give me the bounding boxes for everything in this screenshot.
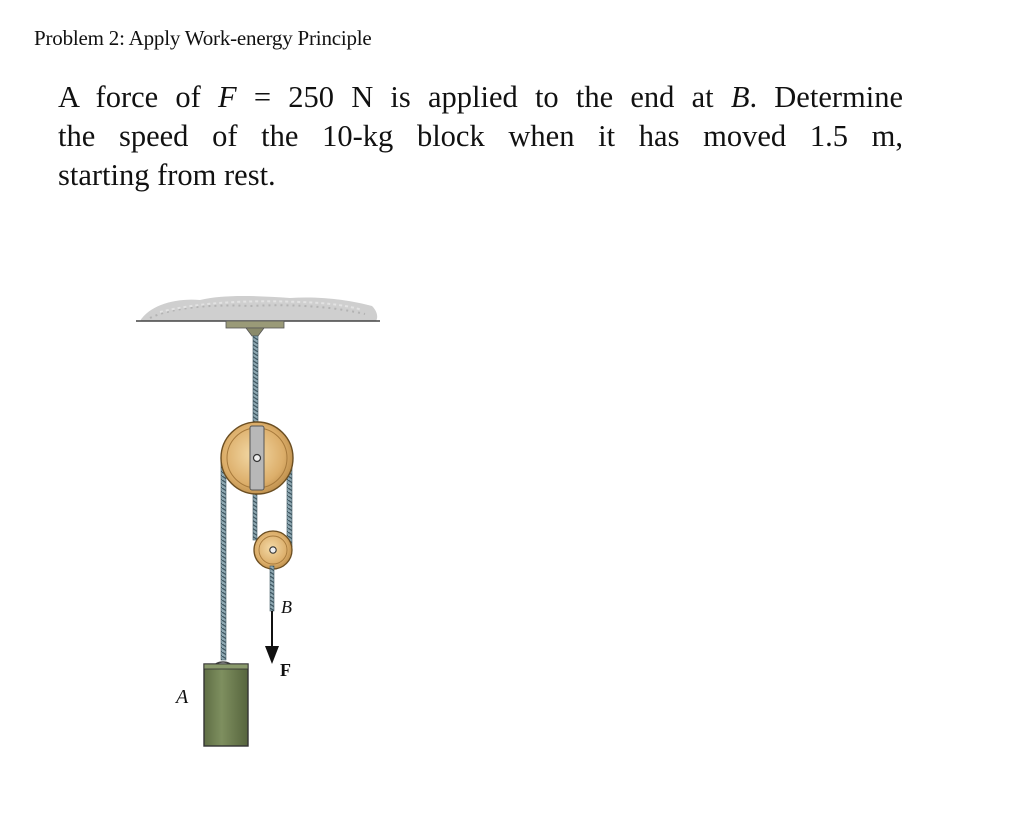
rope-middle	[253, 490, 257, 540]
force-arrow	[265, 611, 279, 664]
ceiling-support	[136, 296, 380, 321]
rope-left-to-block	[221, 460, 226, 660]
problem-heading: Problem 2: Apply Work-energy Principle	[34, 26, 372, 50]
lower-pulley	[254, 531, 292, 569]
label-a: A	[176, 686, 189, 708]
text-span: . Determine	[749, 80, 903, 114]
variable-f: F	[218, 80, 237, 114]
variable-b: B	[730, 80, 750, 114]
problem-line-3: starting from rest.	[58, 158, 276, 192]
text-span: A force of	[58, 80, 218, 114]
problem-line-2: the speed of the 10-kg block when it has moved 1.5 m,	[58, 119, 903, 153]
block-a	[204, 662, 248, 746]
ceiling-bracket	[226, 321, 284, 336]
upper-pulley	[221, 422, 293, 494]
label-b: B	[281, 597, 292, 617]
rope-top	[253, 336, 258, 432]
rope-to-b	[270, 566, 274, 611]
text-span: = 250 N is applied to the end at	[236, 80, 731, 114]
label-f: F	[280, 660, 291, 680]
